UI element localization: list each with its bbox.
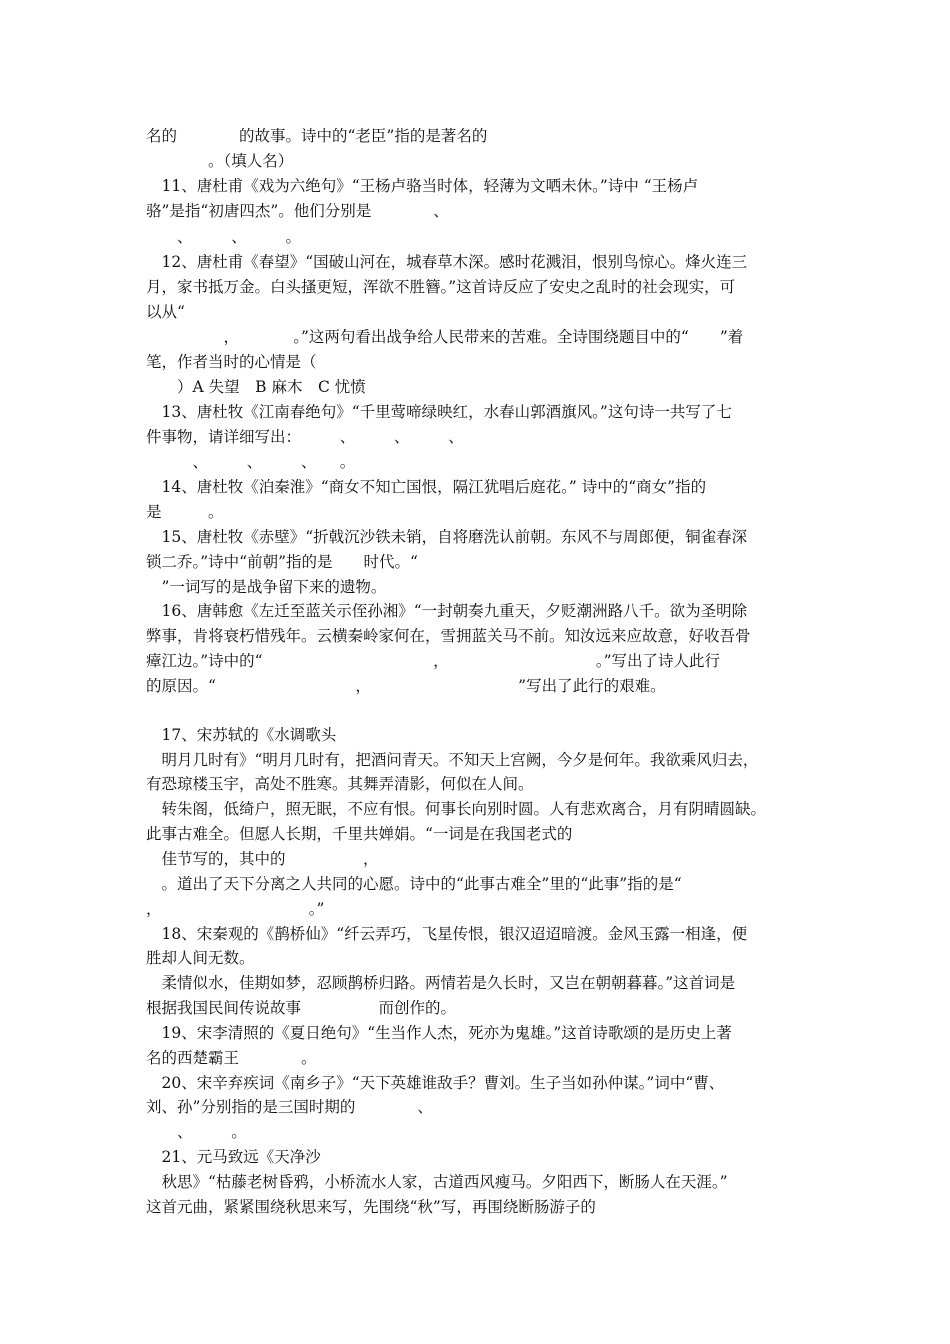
text-line: 骆”是指“初唐四杰”。他们分别是 、 <box>146 202 449 220</box>
text-line: 20、宋辛弃疾词《南乡子》“天下英雄谁敌手？曹刘。生子当如孙仲谋。”词中“曹、 <box>146 1074 725 1092</box>
text-line: 21、元马致远《天净沙 <box>146 1148 321 1166</box>
text-line: 有恐琼楼玉宇，高处不胜寒。其舞弄清影，何似在人间。 <box>146 775 534 793</box>
text-line: 12、唐杜甫《春望》“国破山河在，城春草木深。感时花溅泪，恨别鸟惊心。烽火连三 <box>146 253 748 271</box>
text-line: 11、唐杜甫《戏为六绝句》“王杨卢骆当时体，轻薄为文哂未休。”诗中 “王杨卢 <box>146 177 699 195</box>
text-line: 瘴江边。”诗中的“ ， 。”写出了诗人此行 <box>146 652 721 670</box>
text-line: 秋思》“枯藤老树昏鸦，小桥流水人家，古道西风瘦马。夕阳西下，断肠人在天涯。” <box>146 1173 728 1191</box>
text-line: 名的 的故事。诗中的“老臣”指的是著名的 <box>146 127 488 145</box>
text-line: 这首元曲，紧紧围绕秋思来写，先围绕“秋”写，再围绕断肠游子的 <box>146 1198 596 1216</box>
text-line: 刘、孙”分别指的是三国时期的 、 <box>146 1098 433 1116</box>
text-line: 锁二乔。”诗中“前朝”指的是 时代。“ <box>146 553 418 571</box>
text-line: 胜却人间无数。 <box>146 949 255 967</box>
text-line: 、 、 、 。 <box>146 453 356 471</box>
text-line: ， 。”这两句看出战争给人民带来的苦难。全诗围绕题目中的“ ”着 <box>146 328 744 346</box>
text-line: 13、唐杜牧《江南春绝句》“千里莺啼绿映红，水春山郭酒旗风。”这句诗一共写了七 <box>146 403 732 421</box>
text-line: 根据我国民间传说故事 而创作的。 <box>146 999 457 1017</box>
text-line: 弊事，肯将衰朽惜残年。云横秦岭家何在，雪拥蓝关马不前。知汝远来应故意，好收吾骨 <box>146 627 751 645</box>
text-line: 转朱阁，低绮户，照无眠，不应有恨。何事长向别时圆。人有悲欢离合，月有阴晴圆缺。 <box>146 800 767 818</box>
text-line: 14、唐杜牧《泊秦淮》“商女不知亡国恨，隔江犹唱后庭花。” 诗中的“商女”指的 <box>146 478 707 496</box>
text-line: 15、唐杜牧《赤壁》“折戟沉沙铁未销，自将磨洗认前朝。东风不与周郎便，铜雀春深 <box>146 528 748 546</box>
text-line: 、 、 。 <box>146 228 302 246</box>
text-line: 16、唐韩愈《左迁至蓝关示侄孙湘》“一封朝奏九重天，夕贬潮洲路八千。欲为圣明除 <box>146 602 748 620</box>
text-line: ”一词写的是战争留下来的遗物。 <box>146 578 387 596</box>
text-line: ）A 失望 B 麻木 C 忧愤 <box>146 378 366 396</box>
text-line: 件事物，请详细写出： 、 、 、 <box>146 428 464 446</box>
text-line: 18、宋秦观的《鹊桥仙》“纤云弄巧，飞星传恨，银汉迢迢暗渡。金风玉露一相逢，便 <box>146 925 748 943</box>
text-line: 、 。 <box>146 1123 247 1141</box>
text-line: 。道出了天下分离之人共同的心愿。诗中的“此事古难全”里的“此事”指的是“ <box>146 875 682 893</box>
text-line: 柔情似水，佳期如梦，忍顾鹊桥归路。两情若是久长时，又岂在朝朝暮暮。”这首词是 <box>146 974 736 992</box>
text-line: ， 。” <box>146 900 325 918</box>
text-line: 月，家书抵万金。白头搔更短，浑欲不胜簪。”这首诗反应了安史之乱时的社会现实，可 <box>146 278 736 296</box>
text-line: 是 。 <box>146 503 224 521</box>
text-line: 的原因。“ ， ”写出了此行的艰难。 <box>146 677 666 695</box>
text-line: 笔，作者当时的心情是（ <box>146 353 317 371</box>
text-line: 名的西楚霸王 。 <box>146 1049 317 1067</box>
text-line: 以从“ <box>146 303 185 321</box>
text-line: 佳节写的，其中的 ， <box>146 850 379 868</box>
text-line: 17、宋苏轼的《水调歌头 <box>146 726 337 744</box>
text-line: 明月几时有》“明月几时有，把酒问青天。不知天上宫阙，今夕是何年。我欲乘风归去， <box>146 751 759 769</box>
text-line: 。（填人名） <box>146 152 294 170</box>
text-line: 此事古难全。但愿人长期，千里共婵娟。“一词是在我国老式的 <box>146 825 573 843</box>
text-line: 19、宋李清照的《夏日绝句》“生当作人杰，死亦为鬼雄。”这首诗歌颂的是历史上著 <box>146 1024 732 1042</box>
